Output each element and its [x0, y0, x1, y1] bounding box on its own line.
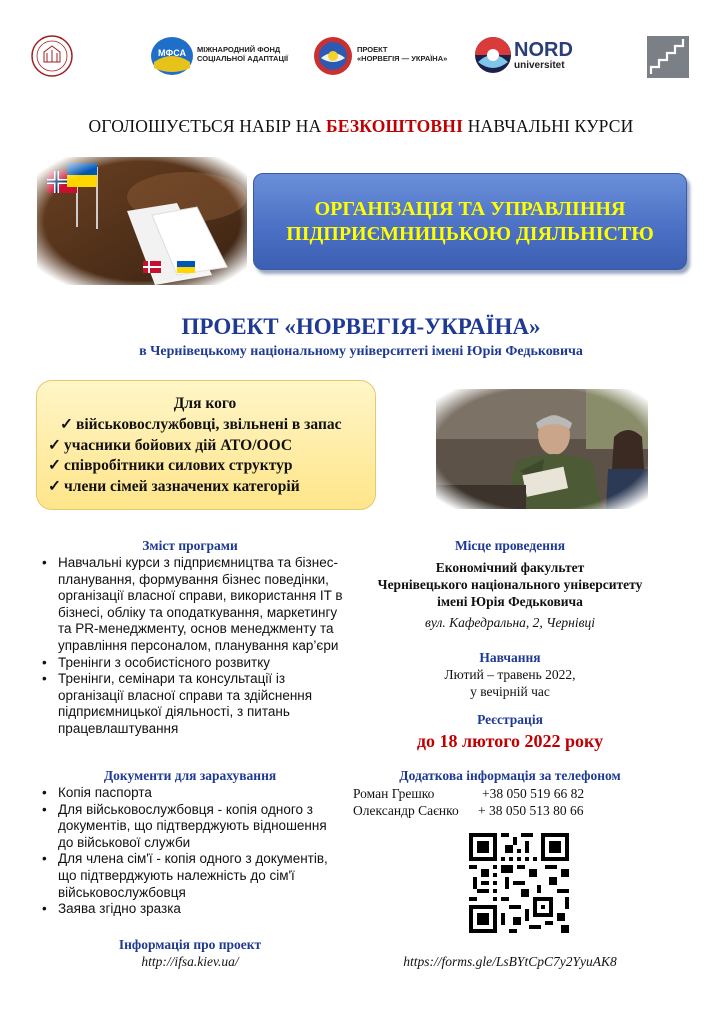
- classroom-photo: [436, 389, 648, 509]
- list-item: • Тренінги, семінари та консультації із організації власної справи та здійснення підприємницької діяльності, з питань працевлаштування: [36, 671, 346, 737]
- list-item: ✓ члени сімей зазначених категорій: [48, 477, 342, 498]
- venue-university: Чернівецького національного університету: [377, 577, 643, 592]
- documents-list: [36, 785, 341, 918]
- headline-before: ОГОЛОШУЄТЬСЯ НАБІР НА: [88, 116, 326, 136]
- list-item: • Тренінги з особистісного розвитку: [36, 655, 346, 672]
- list-item: • Для військовослужбовця - копія одного з документів, що підтверджують відношення до військової служби: [36, 802, 341, 852]
- course-title-line2: ПІДПРИЄМНИЦЬКОЮ ДІЯЛЬНІСТЮ: [286, 222, 654, 245]
- venue-faculty: Економічний факультет: [435, 560, 585, 575]
- announcement-headline: [0, 116, 722, 137]
- list-item: • Для члена сім'ї - копія одного з документів, що підтверджують належність до сім'ї військовослужбовця: [36, 851, 341, 901]
- mfsa-name-line1: МІЖНАРОДНИЙ ФОНД: [197, 45, 281, 54]
- documents-title: Документи для зарахування: [103, 768, 277, 783]
- venue-title: Місце проведення: [454, 538, 566, 553]
- contact-name: Олександр Саєнко: [353, 803, 459, 818]
- checkmark-icon: ✓: [48, 457, 61, 474]
- project-logo-line2: «НОРВЕГІЯ — УКРАЇНА»: [357, 54, 448, 63]
- registration-title: Реєстрація: [477, 712, 543, 727]
- audience-title: Для кого: [173, 395, 237, 412]
- list-item: ✓ співробітники силових структур: [48, 456, 342, 477]
- checkmark-icon: ✓: [60, 416, 73, 433]
- list-item: • Заява згідно зразка: [36, 901, 341, 918]
- checkmark-icon: ✓: [48, 436, 61, 454]
- mfsa-name-line2: СОЦІАЛЬНОЇ АДАПТАЦІЇ: [197, 54, 289, 63]
- university-seal-logo: [30, 34, 74, 78]
- nord-logo-name: NORD: [514, 39, 573, 61]
- program-list: [36, 555, 346, 738]
- info-url-link[interactable]: http://ifsa.kiev.ua/: [141, 954, 239, 969]
- flags-table-photo: [37, 157, 247, 285]
- training-dates: Лютий – травень 2022,: [444, 667, 576, 682]
- contacts-title: Додаткова інформація за телефоном: [399, 768, 621, 783]
- checkmark-icon: ✓: [48, 477, 61, 495]
- venue-university-name: імені Юрія Федьковича: [437, 594, 583, 609]
- headline-after: НАВЧАЛЬНІ КУРСИ: [463, 116, 634, 136]
- list-item: ✓ військовослужбовці, звільнені в запас: [48, 415, 342, 436]
- contact-phone[interactable]: + 38 050 513 80 66: [478, 803, 584, 818]
- stairs-logo: [647, 36, 689, 78]
- qr-code[interactable]: [469, 833, 569, 933]
- project-logo-line1: ПРОЕКТ: [357, 45, 388, 54]
- training-time: у вечірній час: [470, 684, 550, 699]
- course-title-line1: ОРГАНІЗАЦІЯ ТА УПРАВЛІННЯ: [314, 197, 626, 220]
- training-title: Навчання: [479, 650, 541, 665]
- registration-deadline: до 18 лютого 2022 року: [416, 731, 604, 751]
- project-globe-logo: [313, 34, 353, 78]
- mfsa-badge-text: МФСА: [158, 48, 186, 58]
- audience-list: [48, 415, 342, 497]
- nord-logo-sub: universitet: [514, 60, 565, 71]
- venue-address: вул. Кафедральна, 2, Чернівці: [425, 615, 595, 630]
- headline-free: БЕЗКОШТОВНІ: [326, 116, 464, 136]
- info-title: Інформація про проект: [118, 937, 262, 952]
- contact-phone[interactable]: +38 050 519 66 82: [482, 786, 585, 801]
- list-item: ✓ учасники бойових дій АТО/ООС: [48, 436, 342, 457]
- list-item: • Навчальні курси з підприємництва та бізнес-планування, формування бізнес поведінки, організації власної справи, використання IT в бізнесі, обліку та оподаткування, маркетингу та PR-менеджменту, основ менеджменту та управління персоналом, планування кар’єри: [36, 555, 346, 655]
- project-subtitle: в Чернівецькому національному університеті імені Юрія Федьковича: [139, 344, 583, 359]
- course-title-banner: [253, 173, 687, 270]
- mfsa-logo: [150, 36, 194, 76]
- nord-university-logo: [474, 36, 512, 74]
- registration-form-link[interactable]: https://forms.gle/LsBYtCpC7y2YyuAK8: [403, 954, 617, 969]
- contact-name: Роман Грешко: [353, 786, 435, 801]
- list-item: • Копія паспорта: [36, 785, 341, 802]
- program-title: Зміст програми: [142, 538, 238, 553]
- project-title: ПРОЕКТ «НОРВЕГІЯ-УКРАЇНА»: [181, 314, 541, 339]
